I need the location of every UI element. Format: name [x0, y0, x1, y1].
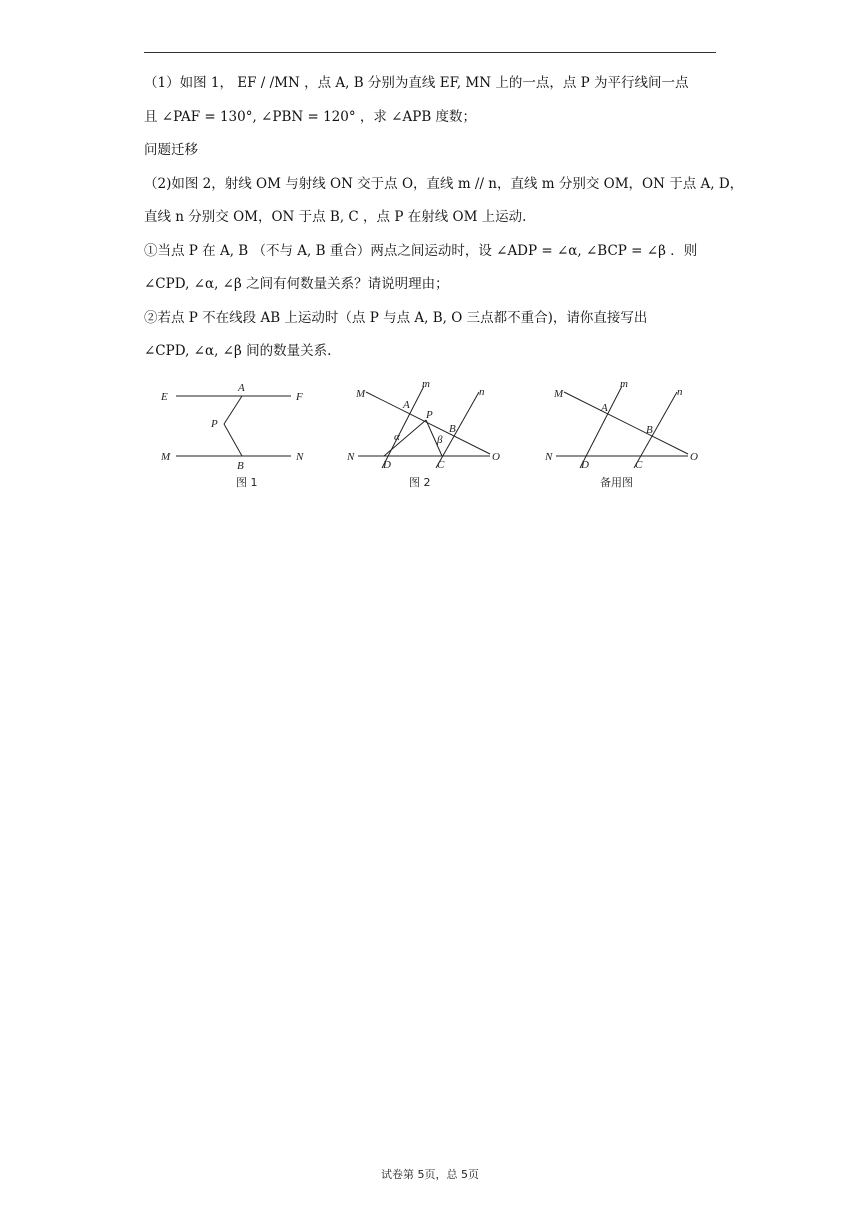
label-a: A [601, 402, 608, 414]
label-m-line: m [422, 378, 430, 390]
question2-line-2: ∠CPD, ∠α, ∠β 间的数量关系. [144, 343, 332, 359]
question1-line-2: ∠CPD, ∠α, ∠β 之间有何数量关系？请说明理由； [144, 276, 449, 292]
question2-line-1: ②若点 P 不在线段 AB 上运动时（点 P 与点 A, B, O 三点都不重合)，请你直接写出 [144, 309, 648, 326]
segment-pb [224, 424, 242, 456]
figure-2 [344, 378, 519, 496]
label-c: C [437, 459, 445, 471]
header-rule [144, 52, 716, 53]
label-p: P [426, 409, 433, 421]
part2-line-1: （2)如图 2，射线 OM 与射线 ON 交于点 O，直线 m // n，直线 m 分别交 OM，ON 于点 A, D， [144, 175, 744, 192]
segment-dp [384, 420, 426, 456]
label-n-point: N [545, 451, 553, 463]
label-a: A [403, 399, 410, 411]
label-m-line: m [620, 378, 628, 390]
page-footer: 试卷第 5页，总 5页 [381, 1168, 479, 1181]
part1-line-2: 且 ∠PAF = 130°, ∠PBN = 120° ，求 ∠APB 度数； [144, 108, 477, 125]
label-n: N [296, 451, 304, 463]
label-a: A [238, 382, 245, 394]
label-b: B [237, 460, 244, 472]
label-e: E [161, 391, 168, 403]
label-alpha: α [394, 431, 400, 443]
figure-2-caption: 图 2 [409, 476, 431, 489]
label-p: P [211, 418, 218, 430]
label-beta: β [437, 434, 443, 446]
part2-line-2: 直线 n 分别交 OM，ON 于点 B, C ，点 P 在射线 OM 上运动. [144, 209, 527, 225]
label-n-point: N [347, 451, 355, 463]
label-o: O [690, 451, 698, 463]
figure-spare-caption: 备用图 [600, 476, 633, 489]
label-b: B [646, 424, 653, 436]
label-n-line: n [479, 386, 485, 398]
label-c: C [635, 459, 643, 471]
figure-1-caption: 图 1 [236, 476, 258, 489]
label-m: M [161, 451, 171, 463]
label-n-line: n [677, 386, 683, 398]
problem-text [144, 70, 744, 372]
label-o: O [492, 451, 500, 463]
question1-line-1: ①当点 P 在 A, B （不与 A, B 重合）两点之间运动时，设 ∠ADP = ∠α, ∠BCP = ∠β ．则 [144, 242, 698, 259]
ray-om [564, 392, 688, 454]
label-m-point: M [356, 388, 366, 400]
figure-spare [542, 378, 717, 496]
figures-row [144, 378, 716, 496]
label-d: D [383, 459, 391, 471]
label-m-point: M [554, 388, 564, 400]
label-b: B [449, 423, 456, 435]
ray-om [366, 392, 490, 454]
section-title: 问题迁移 [144, 142, 198, 158]
segment-ap [224, 396, 242, 424]
figure-1 [156, 378, 326, 496]
label-d: D [581, 459, 589, 471]
label-f: F [296, 391, 303, 403]
part1-line-1: （1）如图 1， EF / /MN ，点 A, B 分别为直线 EF, MN 上的一点，点 P 为平行线间一点 [144, 75, 689, 91]
